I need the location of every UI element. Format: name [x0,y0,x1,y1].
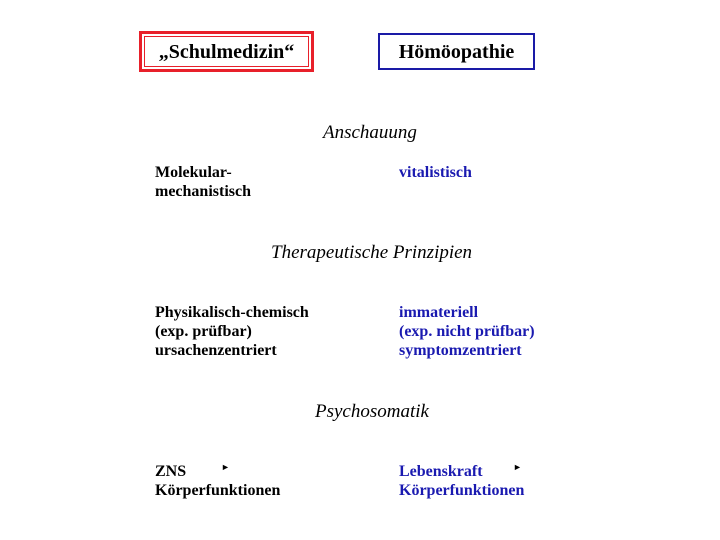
prinzipien-right-line-3: symptomzentriert [399,342,522,359]
prinzipien-left-line-1: Physikalisch-chemisch [155,304,309,321]
heading-anschauung: Anschauung [323,122,417,143]
anschauung-right-line-1: vitalistisch [399,164,472,181]
prinzipien-left [155,303,309,360]
psychosomatik-right-line-2: Körperfunktionen [399,482,525,499]
homoeopathie-title: Hömöopathie [398,40,515,63]
anschauung-left-line-2: mechanistisch [155,183,251,200]
homoeopathie-box [378,33,535,70]
psychosomatik-left-line-1: ZNS [155,463,187,480]
prinzipien-left-line-3: ursachenzentriert [155,342,277,359]
psychosomatik-right [399,462,524,500]
arrow-icon-left: ► [221,462,230,472]
anschauung-left [155,163,251,201]
psychosomatik-left-line-2: Körperfunktionen [155,482,281,499]
prinzipien-right-line-1: immateriell [399,304,479,321]
heading-therapeutische-prinzipien: Therapeutische Prinzipien [271,242,473,263]
prinzipien-right [399,303,535,360]
heading-psychosomatik: Psychosomatik [315,401,429,422]
prinzipien-left-line-2: (exp. prüfbar) [155,323,252,340]
arrow-icon-right: ► [513,462,522,472]
anschauung-right [399,163,472,182]
psychosomatik-left [155,462,280,500]
schulmedizin-title: „Schulmedizin“ [158,40,295,63]
psychosomatik-right-line-1: Lebenskraft [399,463,483,480]
prinzipien-right-line-2: (exp. nicht prüfbar) [399,323,535,340]
anschauung-left-line-1: Molekular- [155,164,232,181]
schulmedizin-box [139,31,314,72]
